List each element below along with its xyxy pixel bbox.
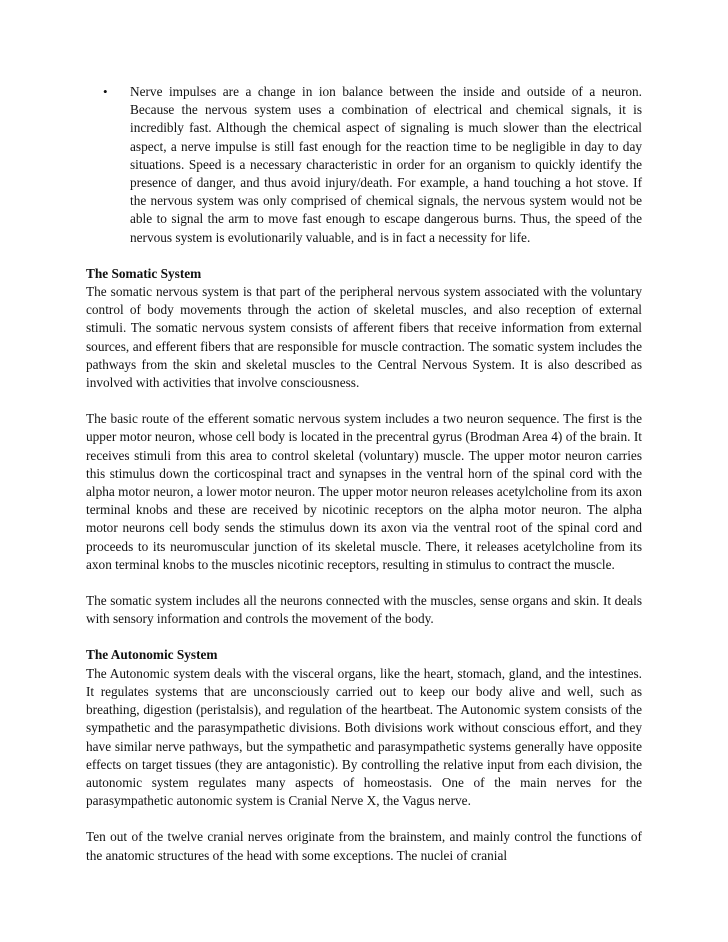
paragraph: The somatic system includes all the neurons connected with the muscles, sense organs and skin. It deals with sensory information and controls the movement of the body. xyxy=(86,593,642,627)
section-somatic xyxy=(86,265,642,629)
paragraph: The somatic nervous system is that part of the peripheral nervous system associated with the voluntary control of body movements through the action of skeletal muscles, and also reception of external stimuli. The somatic nervous system consists of afferent fibers that receive information from external sources, and efferent fibers that are responsible for muscle contraction. The somatic system includes the pathways from the skin and skeletal muscles to the Central Nervous System. It is also described as involved with activities that involve consciousness. xyxy=(86,284,642,391)
list-item xyxy=(86,83,642,247)
paragraph: Ten out of the twelve cranial nerves originate from the brainstem, and mainly control the functions of the anatomic structures of the head with some exceptions. The nuclei of cranial xyxy=(86,829,642,863)
bullet-text: Nerve impulses are a change in ion balance between the inside and outside of a neuron. Because the nervous system uses a combination of electrical and chemical signals, it is incredibly fast. Although the chemical aspect of signaling is much slower than the electrical aspect, a nerve impulse is still fast enough for the reaction time to be negligible in day to day situations. Speed is a necessary characteristic in order for an organism to quickly identify the presence of danger, and thus avoid injury/death. For example, a hand touching a hot stove. If the nervous system was only comprised of chemical signals, the nervous system would not be able to signal the arm to move fast enough to escape dangerous burns. Thus, the speed of the nervous system is evolutionarily valuable, and is in fact a necessity for life. xyxy=(130,84,642,245)
section-heading: The Somatic System xyxy=(86,265,202,281)
paragraph: The Autonomic system deals with the visceral organs, like the heart, stomach, gland, and the intestines. It regulates systems that are unconsciously carried out to keep our body alive and well, such as breathing, digestion (peristalsis), and regulation of the heartbeat. The Autonomic system consists of the sympathetic and the parasympathetic divisions. Both divisions work without conscious effort, and they have similar nerve pathways, but the sympathetic and parasympathetic systems generally have opposite effects on target tissues (they are antagonistic). By controlling the relative input from each division, the autonomic system regulates many aspects of homeostasis. One of the main nerves for the parasympathetic autonomic system is Cranial Nerve X, the Vagus nerve. xyxy=(86,665,642,809)
section-autonomic xyxy=(86,646,642,864)
section-heading: The Autonomic System xyxy=(86,647,218,663)
bullet-icon: • xyxy=(103,84,108,99)
bullet-list xyxy=(86,83,642,247)
paragraph: The basic route of the efferent somatic nervous system includes a two neuron sequence. The first is the upper motor neuron, whose cell body is located in the precentral gyrus (Brodman Area 4) of the brain. It receives stimuli from this area to control skeletal (voluntary) muscle. The upper motor neuron carries this stimulus down the corticospinal tract and synapses in the ventral horn of the spinal cord with the alpha motor neuron, a lower motor neuron. The upper motor neuron releases acetylcholine from its axon terminal knobs and these are received by nicotinic receptors on the alpha motor neuron. The alpha motor neurons cell body sends the stimulus down its axon via the ventral root of the spinal cord and proceeds to its neuromuscular junction of its skeletal muscle. There, it releases acetylcholine from its axon terminal knobs to the muscles nicotinic receptors, resulting in stimulus to contract the muscle. xyxy=(86,411,642,572)
